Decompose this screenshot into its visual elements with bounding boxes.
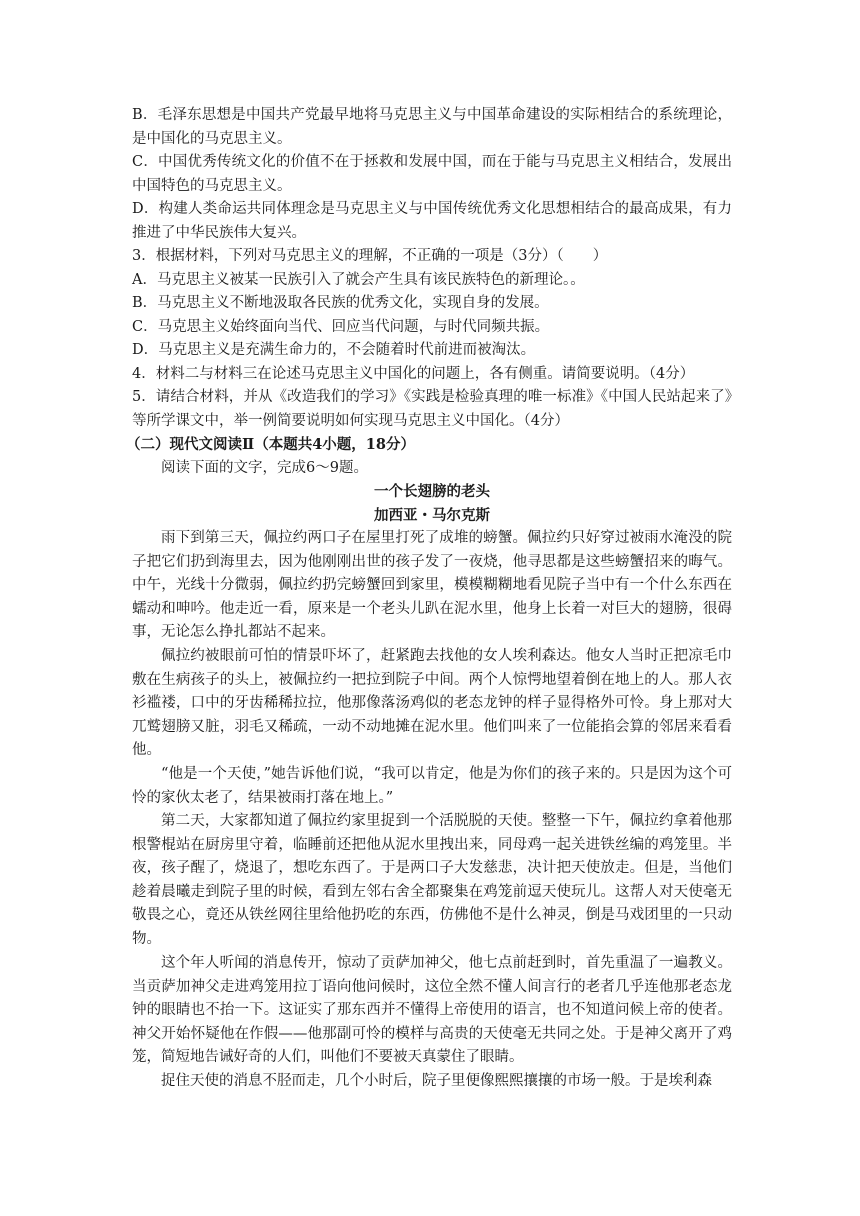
question-3-stem: 3．根据材料，下列对马克思主义的理解，不正确的一项是（3分）（ ）: [132, 248, 608, 264]
story-paragraph-5: 这个年人听闻的消息传开，惊动了贡萨加神父，他七点前赶到时，首先重温了一遍教义。当贡萨加神父走进鸡笼用拉丁语向他问候时，这位全然不懂人间言行的老者几乎连他那老态龙钟的眼睛也不抬一下。这证实了那东西并不懂得上帝使用的语言，也不知道问候上帝的使者。神父开始怀疑他在作假——他那副可怜的模样与高贵的天使毫无共同之处。于是神父离开了鸡笼，简短地告诫好奇的人们，叫他们不要被天真蒙住了眼睛。: [132, 955, 732, 1065]
story-author: 加西亚・马尔克斯: [374, 506, 490, 524]
story-paragraph-3: “他是一个天使，”她告诉他们说，“我可以肯定，他是为你们的孩子来的。只是因为这个可怜的家伙太老了，结果被雨打落在地上。”: [132, 766, 732, 806]
question-5: 5．请结合材料，并从《改造我们的学习》《实践是检验真理的唯一标准》《中国人民站起来了》等所学课文中，举一例简要说明如何实现马克思主义中国化。（4分）: [132, 389, 732, 429]
option-3c: C．马克思主义始终面向当代、回应当代问题，与时代同频共振。: [132, 318, 550, 335]
story-paragraph-4: 第二天，大家都知道了佩拉约家里捉到一个活脱脱的天使。整整一下午，佩拉约拿着他那根警棍站在厨房里守着，临睡前还把他从泥水里拽出来，同母鸡一起关进铁丝编的鸡笼里。半夜，孩子醒了，烧退了，想吃东西了。于是两口子大发慈悲，决计把天使放走。但是，当他们趁着晨曦走到院子里的时候，看到左邻右舍全都聚集在鸡笼前逗天使玩儿。这帮人对天使毫无敬畏之心，竟还从铁丝网往里给他扔吃的东西，仿佛他不是什么神灵，倒是马戏团里的一只动物。: [132, 813, 732, 947]
story-paragraph-2: 佩拉约被眼前可怕的情景吓坏了，赶紧跑去找他的女人埃利森达。他女人当时正把凉毛巾敷在生病孩子的头上，被佩拉约一把拉到院子中间。两个人惊愕地望着倒在地上的人。那人衣衫褴褛，口中的牙齿稀稀拉拉，他那像落汤鸡似的老态龙钟的样子显得格外可怜。身上那对大兀鹫翅膀又脏，羽毛又稀疏，一动不动地摊在泥水里。他们叫来了一位能掐会算的邻居来看看他。: [132, 648, 732, 758]
section-heading: （二）现代文阅读Ⅱ（本题共4小题，18分）: [126, 436, 415, 453]
option-3d: D．马克思主义是充满生命力的，不会随着时代前进而被淘汰。: [132, 342, 536, 358]
question-4: 4．材料二与材料三在论述马克思主义中国化的问题上，各有侧重。请简要说明。（4分）: [132, 365, 695, 382]
option-2d: D．构建人类命运共同体理念是马克思主义与中国传统优秀文化思想相结合的最高成果，有力推进了中华民族伟大复兴。: [132, 201, 732, 241]
story-paragraph-1: 雨下到第三天，佩拉约两口子在屋里打死了成堆的螃蟹。佩拉约只好穿过被雨水淹没的院子把它们扔到海里去，因为他刚刚出世的孩子发了一夜烧，他寻思都是这些螃蟹招来的晦气。中午，光线十分微弱，佩拉约扔完螃蟹回到家里，模模糊糊地看见院子当中有一个什么东西在蠕动和呻吟。他走近一看，原来是一个老头儿趴在泥水里，他身上长着一对巨大的翅膀，很碍事，无论怎么挣扎都站不起来。: [132, 530, 732, 640]
option-3a: A．马克思主义被某一民族引入了就会产生具有该民族特色的新理论。。: [132, 271, 585, 288]
option-3b: B．马克思主义不断地汲取各民族的优秀文化，实现自身的发展。: [132, 295, 549, 311]
option-2b: B．毛泽东思想是中国共产党最早地将马克思主义与中国革命建设的实际相结合的系统理论，是中国化的马克思主义。: [132, 107, 732, 147]
option-2c: C．中国优秀传统文化的价值不在于拯救和发展中国，而在于能与马克思主义相结合，发展出中国特色的马克思主义。: [132, 154, 732, 194]
story-paragraph-6: 捉住天使的消息不胫而走，几个小时后，院子里便像熙熙攘攘的市场一般。于是埃利森: [161, 1073, 712, 1089]
section-instruction: 阅读下面的文字，完成6～9题。: [161, 459, 368, 476]
story-title: 一个长翅膀的老头: [374, 483, 490, 500]
